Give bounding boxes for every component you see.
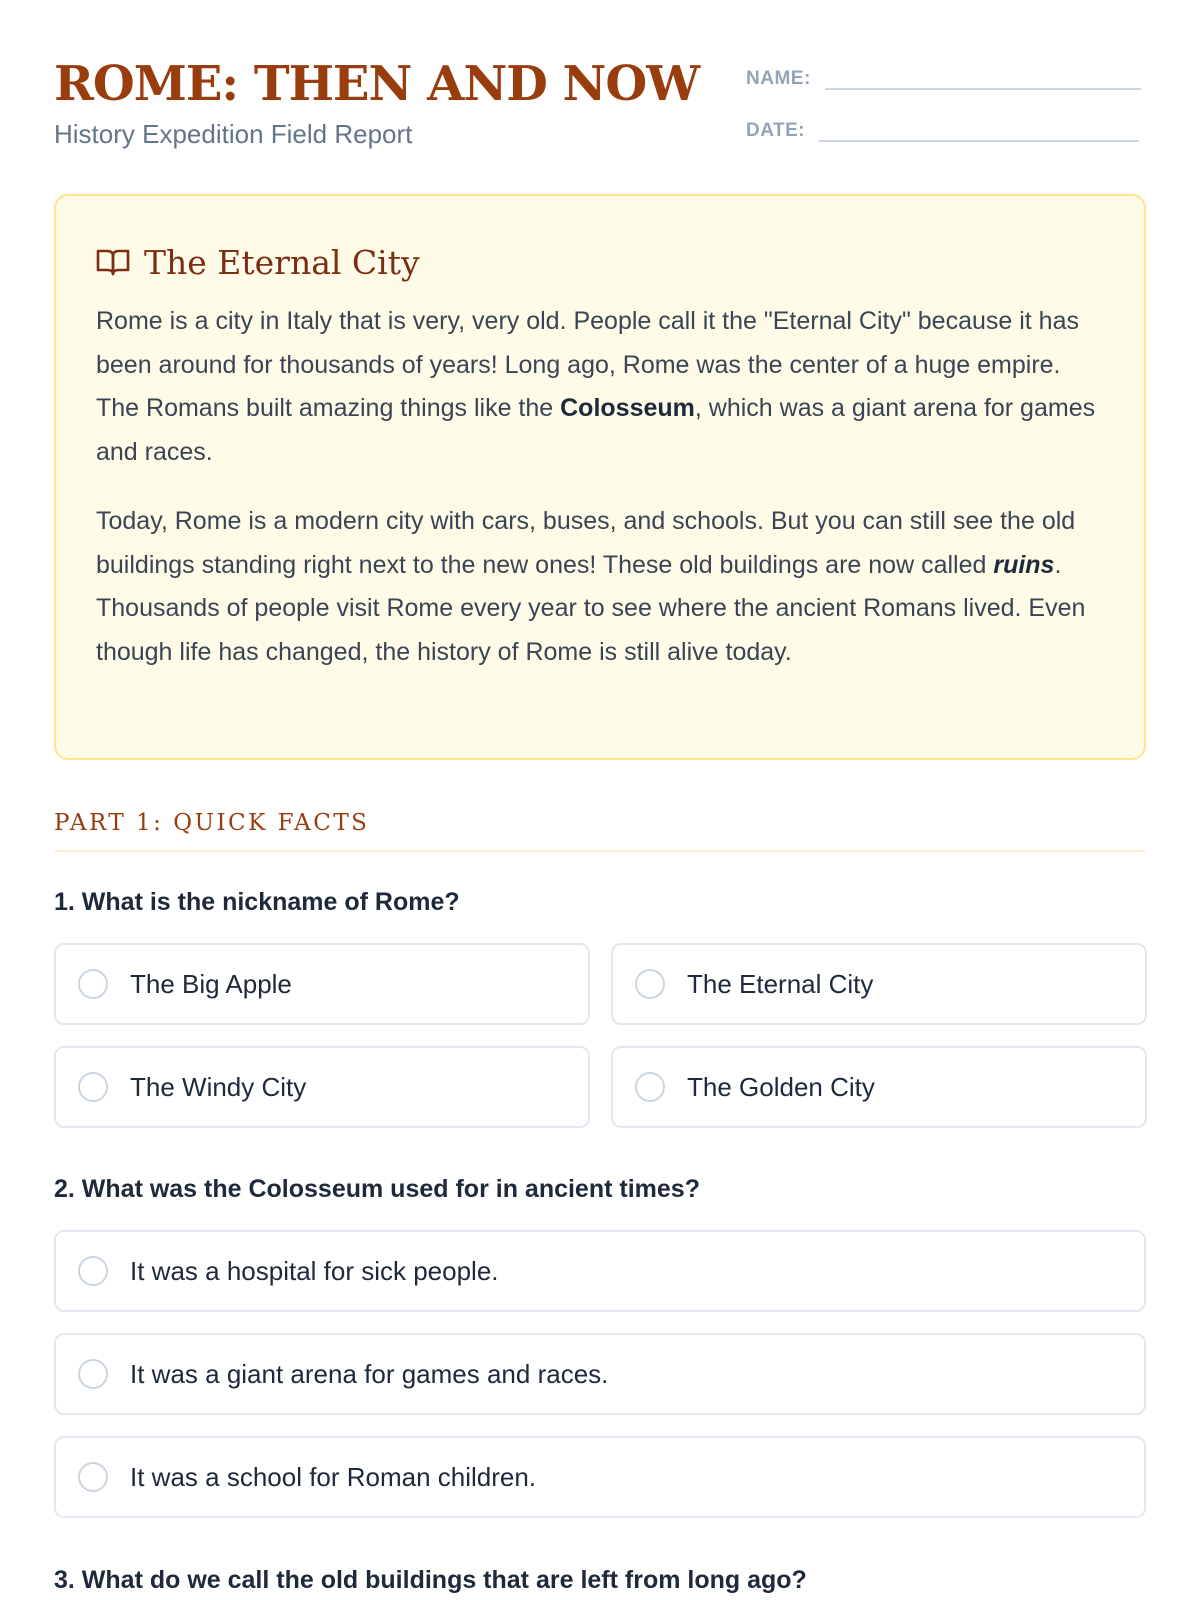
- option-label: The Big Apple: [130, 968, 292, 999]
- para2-text-a: Today, Rome is a modern city with cars, buses, and schools. But you can still see the old buildings standing right next to the new ones! These old buildings are now called: [96, 507, 1076, 579]
- page-title: ROME: THEN AND NOW: [54, 56, 700, 112]
- reading-title: The Eternal City: [144, 242, 420, 282]
- q1-option-d[interactable]: [611, 1046, 1147, 1128]
- option-label: It was a school for Roman children.: [130, 1461, 537, 1492]
- para2-emphasis-term: ruins: [993, 550, 1055, 579]
- question-3: 3. What do we call the old buildings that are left from long ago?: [54, 1566, 807, 1594]
- para1-bold-term: Colosseum: [560, 394, 695, 422]
- name-field: [746, 62, 1141, 90]
- para2-text-b: . Thousands of people visit Rome every year to see where the ancient Romans lived. Even though life has changed, the history of Rome is still alive today.: [96, 550, 1086, 666]
- q2-option-b[interactable]: [54, 1333, 1146, 1415]
- q1-option-c[interactable]: [54, 1046, 590, 1128]
- radio-button[interactable]: [78, 1462, 108, 1492]
- section-heading-part1: PART 1: QUICK FACTS: [54, 810, 1146, 852]
- reading-paragraph-2: [96, 500, 1104, 674]
- reading-passage: [54, 194, 1146, 760]
- q2-option-c[interactable]: [54, 1436, 1146, 1518]
- q1-option-a[interactable]: [54, 943, 590, 1025]
- question-1: 1. What is the nickname of Rome?: [54, 888, 460, 916]
- reading-paragraph-1: [96, 300, 1104, 474]
- date-label: DATE:: [746, 120, 806, 141]
- radio-button[interactable]: [78, 1359, 108, 1389]
- radio-button[interactable]: [78, 969, 108, 999]
- page-subtitle: History Expedition Field Report: [54, 119, 413, 149]
- para1-text-a: Rome is a city in Italy that is very, very old. People call it the "Eternal City" because it has been around for thousands of years! Long ago, Rome was the center of a huge empire. The Romans built amazing things like the: [96, 307, 1079, 422]
- name-input-line[interactable]: [825, 62, 1141, 90]
- q1-option-b[interactable]: [611, 943, 1147, 1025]
- option-label: The Eternal City: [687, 968, 874, 999]
- book-open-icon: [96, 247, 130, 277]
- option-label: It was a giant arena for games and races.: [130, 1358, 609, 1389]
- radio-button[interactable]: [78, 1256, 108, 1286]
- option-label: The Windy City: [130, 1071, 307, 1102]
- radio-button[interactable]: [78, 1072, 108, 1102]
- reading-header: [96, 238, 1104, 286]
- name-label: NAME:: [746, 68, 811, 89]
- para1-text-b: , which was a giant arena for games and races.: [96, 394, 1096, 466]
- radio-button[interactable]: [635, 969, 665, 999]
- q2-option-a[interactable]: [54, 1230, 1146, 1312]
- option-label: The Golden City: [687, 1071, 875, 1102]
- radio-button[interactable]: [635, 1072, 665, 1102]
- date-field: [746, 114, 1139, 142]
- question-2: 2. What was the Colosseum used for in ancient times?: [54, 1175, 700, 1203]
- option-label: It was a hospital for sick people.: [130, 1255, 499, 1286]
- date-input-line[interactable]: [819, 114, 1139, 142]
